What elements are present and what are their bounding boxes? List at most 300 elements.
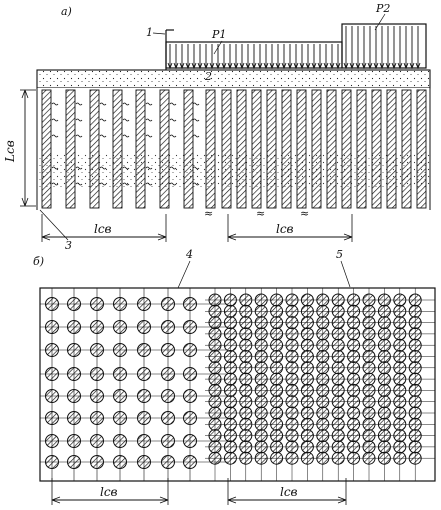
pile-plan — [378, 339, 390, 351]
callout-1: 1 — [146, 26, 153, 39]
pile-plan — [286, 351, 298, 363]
soil-symbol-a: ≈ — [204, 207, 214, 220]
pile-plan — [409, 430, 421, 442]
pile-plan — [363, 396, 375, 408]
pile-section — [282, 90, 291, 208]
pile-plan — [209, 441, 221, 453]
pile-plan — [224, 373, 236, 385]
sand-cushion-layer — [37, 70, 430, 88]
pile-plan — [394, 407, 406, 419]
pile-plan — [332, 328, 344, 340]
pile-section — [222, 90, 231, 208]
pile-plan — [394, 452, 406, 464]
pile-plan — [394, 384, 406, 396]
pile-plan — [409, 441, 421, 453]
pile-plan — [68, 456, 81, 469]
pile-section — [42, 90, 51, 208]
pile-plan — [301, 351, 313, 363]
pile-plan — [184, 412, 197, 425]
pile-plan — [348, 430, 360, 442]
pile-plan — [378, 452, 390, 464]
pile-plan — [286, 328, 298, 340]
callout-2: 2 — [205, 70, 212, 83]
pile-plan — [271, 351, 283, 363]
pile-plan — [394, 362, 406, 374]
pile-plan — [378, 317, 390, 329]
pile-plan — [286, 430, 298, 442]
plan-outline — [40, 288, 435, 481]
pile-plan — [138, 390, 151, 403]
pile-plan — [363, 328, 375, 340]
pile-plan — [332, 294, 344, 306]
pile-plan — [409, 317, 421, 329]
part-b-label: б) — [33, 255, 45, 268]
pile-plan — [224, 351, 236, 363]
pile-plan — [348, 339, 360, 351]
pile-section — [297, 90, 306, 208]
pile-plan — [255, 452, 267, 464]
pile-plan — [184, 390, 197, 403]
pile-plan — [394, 441, 406, 453]
pile-plan — [301, 452, 313, 464]
pile-section — [417, 90, 426, 208]
pile-plan — [332, 305, 344, 317]
pile-plan — [91, 435, 104, 448]
pile-plan — [240, 351, 252, 363]
pile-plan — [301, 328, 313, 340]
pile-plan — [224, 305, 236, 317]
pile-plan — [240, 430, 252, 442]
pile-plan — [46, 298, 59, 311]
pile-plan — [378, 373, 390, 385]
pile-plan — [286, 294, 298, 306]
pile-plan — [317, 294, 329, 306]
pile-plan — [184, 298, 197, 311]
pile-plan — [409, 384, 421, 396]
pile-plan — [255, 430, 267, 442]
pile-plan — [240, 294, 252, 306]
pile-section — [160, 90, 169, 208]
pile-plan — [378, 407, 390, 419]
pile-section — [252, 90, 261, 208]
pile-plan — [317, 452, 329, 464]
pile-plan — [394, 418, 406, 430]
pile-plan — [255, 305, 267, 317]
pile-plan — [332, 317, 344, 329]
pile-plan — [255, 339, 267, 351]
pile-plan — [301, 339, 313, 351]
spacing-label-a-left: lсв — [94, 222, 112, 236]
pile-plan — [209, 373, 221, 385]
pile-plan — [348, 351, 360, 363]
pile-plan — [394, 317, 406, 329]
pile-plan — [317, 339, 329, 351]
pile-plan — [224, 362, 236, 374]
pile-plan — [224, 294, 236, 306]
pile-plan — [46, 344, 59, 357]
pile-plan — [348, 441, 360, 453]
pile-plan — [271, 305, 283, 317]
pile-plan — [255, 373, 267, 385]
pile-plan — [46, 390, 59, 403]
pile-plan — [138, 368, 151, 381]
pile-plan — [224, 328, 236, 340]
pile-length-dimension — [20, 90, 36, 206]
pile-plan — [114, 321, 127, 334]
pile-plan — [409, 452, 421, 464]
pile-section — [206, 90, 215, 208]
pile-plan — [240, 441, 252, 453]
pile-plan — [363, 373, 375, 385]
pile-plan — [286, 407, 298, 419]
pile-plan — [317, 351, 329, 363]
pile-plan — [286, 418, 298, 430]
pile-plan — [255, 441, 267, 453]
pile-plan — [317, 407, 329, 419]
pile-plan — [394, 328, 406, 340]
pile-plan — [332, 396, 344, 408]
pile-plan — [224, 396, 236, 408]
pile-plan — [240, 317, 252, 329]
pile-plan — [46, 412, 59, 425]
pile-plan — [332, 407, 344, 419]
pile-plan — [68, 435, 81, 448]
pile-section — [312, 90, 321, 208]
pile-plan — [286, 305, 298, 317]
pile-plan — [378, 362, 390, 374]
pile-plan — [348, 452, 360, 464]
pile-plan — [184, 456, 197, 469]
pile-plan — [409, 407, 421, 419]
pile-plan — [240, 305, 252, 317]
pile-plan — [363, 441, 375, 453]
pile-plan — [114, 368, 127, 381]
pile-plan — [409, 351, 421, 363]
pile-plan — [209, 430, 221, 442]
pile-plan — [240, 339, 252, 351]
pile-plan — [162, 321, 175, 334]
pile-plan — [363, 452, 375, 464]
pile-plan — [363, 305, 375, 317]
pile-plan — [138, 412, 151, 425]
pile-plan — [394, 294, 406, 306]
pile-plan — [332, 452, 344, 464]
pile-plan — [68, 412, 81, 425]
pile-plan — [114, 344, 127, 357]
pile-plan — [301, 407, 313, 419]
pile-plan — [409, 305, 421, 317]
pile-plan — [348, 373, 360, 385]
pile-plan — [224, 441, 236, 453]
pile-plan — [255, 317, 267, 329]
pile-section — [184, 90, 193, 208]
pile-plan — [162, 298, 175, 311]
pile-plan — [301, 396, 313, 408]
pile-plan — [271, 373, 283, 385]
pile-plan — [286, 384, 298, 396]
pile-plan — [184, 321, 197, 334]
pile-plan — [68, 298, 81, 311]
pile-plan — [271, 430, 283, 442]
pile-plan — [91, 412, 104, 425]
load-p2 — [342, 24, 426, 68]
pile-plan — [209, 305, 221, 317]
pile-plan — [240, 362, 252, 374]
pile-plan — [378, 384, 390, 396]
pile-plan — [184, 435, 197, 448]
pile-plan — [255, 362, 267, 374]
pile-plan — [271, 328, 283, 340]
pile-plan — [138, 435, 151, 448]
pile-plan — [348, 328, 360, 340]
pile-plan — [209, 452, 221, 464]
pile-plan — [240, 452, 252, 464]
pile-plan — [224, 418, 236, 430]
pile-plan — [409, 418, 421, 430]
load-p2-leader — [375, 14, 385, 30]
pile-plan — [409, 294, 421, 306]
pile-plan — [301, 418, 313, 430]
pile-plan — [271, 384, 283, 396]
pile-section — [113, 90, 122, 208]
pile-plan — [271, 339, 283, 351]
pile-section — [136, 90, 145, 208]
pile-plan — [363, 407, 375, 419]
pile-plan — [138, 344, 151, 357]
pile-plan — [224, 452, 236, 464]
pile-plan — [46, 435, 59, 448]
pile-plan — [301, 305, 313, 317]
pile-plan — [46, 368, 59, 381]
pile-plan — [363, 317, 375, 329]
pile-plan — [271, 294, 283, 306]
pile-plan — [271, 362, 283, 374]
pile-section — [372, 90, 381, 208]
pile-plan — [363, 430, 375, 442]
pile-plan — [209, 384, 221, 396]
pile-plan — [91, 456, 104, 469]
spacing-label-a-right: lсв — [276, 222, 294, 236]
pile-plan — [286, 317, 298, 329]
pile-plan — [394, 396, 406, 408]
pile-plan — [317, 396, 329, 408]
pile-plan — [409, 362, 421, 374]
pile-plan — [363, 362, 375, 374]
pile-plan — [363, 351, 375, 363]
pile-plan — [240, 328, 252, 340]
pile-plan — [378, 328, 390, 340]
pile-section — [267, 90, 276, 208]
pile-plan — [138, 298, 151, 311]
pile-plan — [271, 317, 283, 329]
pile-plan — [394, 339, 406, 351]
pile-plan — [409, 396, 421, 408]
pile-plan — [224, 407, 236, 419]
pile-plan — [348, 362, 360, 374]
pile-plan — [363, 294, 375, 306]
pile-plan — [255, 396, 267, 408]
pile-plan — [317, 373, 329, 385]
pile-plan — [209, 317, 221, 329]
pile-plan — [162, 344, 175, 357]
pile-plan — [255, 294, 267, 306]
pile-plan — [286, 452, 298, 464]
pile-plan — [91, 344, 104, 357]
pile-plan — [162, 368, 175, 381]
pile-plan — [317, 317, 329, 329]
pile-plan — [378, 418, 390, 430]
pile-plan — [409, 373, 421, 385]
pile-plan — [209, 418, 221, 430]
pile-length-label: Lсв — [3, 140, 17, 162]
pile-plan — [348, 396, 360, 408]
pile-section — [387, 90, 396, 208]
pile-plan — [162, 390, 175, 403]
pile-section — [90, 90, 99, 208]
pile-plan — [209, 407, 221, 419]
pile-plan — [317, 305, 329, 317]
pile-plan — [317, 328, 329, 340]
pile-plan — [224, 317, 236, 329]
load-p1-label: P1 — [212, 28, 227, 41]
load-p2-label: P2 — [376, 2, 391, 15]
pile-plan — [301, 373, 313, 385]
pile-plan — [332, 430, 344, 442]
pile-plan — [91, 368, 104, 381]
pile-plan — [271, 452, 283, 464]
pile-plan — [240, 407, 252, 419]
pile-plan — [409, 328, 421, 340]
pile-plan — [286, 362, 298, 374]
pile-plan — [317, 362, 329, 374]
load-p1 — [166, 42, 342, 68]
pile-plan — [363, 339, 375, 351]
pile-plan — [114, 298, 127, 311]
callout-5: 5 — [336, 248, 343, 261]
pile-plan — [46, 321, 59, 334]
pile-plan — [363, 418, 375, 430]
pile-plan — [209, 351, 221, 363]
pile-plan — [224, 339, 236, 351]
pile-plan — [348, 384, 360, 396]
pile-plan — [255, 407, 267, 419]
pile-plan — [394, 351, 406, 363]
pile-plan — [271, 396, 283, 408]
pile-plan — [162, 412, 175, 425]
pile-plan — [271, 441, 283, 453]
pile-plan — [91, 321, 104, 334]
pile-plan — [138, 321, 151, 334]
pile-plan — [224, 430, 236, 442]
pile-plan — [114, 390, 127, 403]
pile-plan — [348, 294, 360, 306]
part-a-label: а) — [61, 5, 72, 18]
pile-plan — [348, 407, 360, 419]
pile-plan — [301, 441, 313, 453]
pile-plan — [240, 418, 252, 430]
pile-plan — [317, 441, 329, 453]
pile-section — [327, 90, 336, 208]
pile-plan — [209, 294, 221, 306]
pile-plan — [114, 456, 127, 469]
pile-plan — [286, 396, 298, 408]
pile-plan — [255, 328, 267, 340]
pile-plan — [162, 435, 175, 448]
pile-section — [237, 90, 246, 208]
pile-plan — [378, 396, 390, 408]
pile-plan — [378, 441, 390, 453]
pile-plan — [255, 418, 267, 430]
pile-plan — [286, 373, 298, 385]
pile-plan — [332, 418, 344, 430]
pile-plan — [138, 456, 151, 469]
pile-plan — [394, 430, 406, 442]
pile-plan — [240, 396, 252, 408]
pile-plan — [394, 305, 406, 317]
pile-plan — [240, 373, 252, 385]
pile-section — [342, 90, 351, 208]
callout-3: 3 — [65, 239, 72, 252]
pile-plan — [332, 351, 344, 363]
pile-plan — [348, 317, 360, 329]
pile-plan — [301, 384, 313, 396]
spacing-label-b-left: lсв — [100, 485, 118, 499]
pile-plan — [68, 368, 81, 381]
pile-plan — [224, 384, 236, 396]
pile-plan — [317, 384, 329, 396]
pile-plan — [409, 339, 421, 351]
pile-plan — [240, 384, 252, 396]
pile-plan — [114, 412, 127, 425]
pile-plan — [332, 373, 344, 385]
pile-plan — [363, 384, 375, 396]
pile-section — [357, 90, 366, 208]
pile-plan — [301, 294, 313, 306]
pile-plan — [394, 373, 406, 385]
pile-plan — [317, 430, 329, 442]
pile-plan — [378, 351, 390, 363]
callout-4: 4 — [186, 248, 193, 261]
pile-plan — [68, 344, 81, 357]
pile-plan — [209, 396, 221, 408]
pile-plan — [209, 362, 221, 374]
pile-plan — [332, 339, 344, 351]
soil-symbol-b: ≈ — [256, 207, 266, 220]
pile-plan — [348, 418, 360, 430]
pile-plan — [255, 384, 267, 396]
pile-plan — [91, 298, 104, 311]
pile-plan — [332, 384, 344, 396]
pile-plan — [184, 344, 197, 357]
pile-plan — [46, 456, 59, 469]
soil-symbol-c: ≈ — [300, 207, 310, 220]
pile-plan — [209, 339, 221, 351]
pile-plan — [301, 317, 313, 329]
pile-plan — [332, 362, 344, 374]
pile-plan — [162, 456, 175, 469]
pile-plan — [317, 418, 329, 430]
spacing-label-b-right: lсв — [280, 485, 298, 499]
pile-plan — [271, 418, 283, 430]
pile-plan — [271, 407, 283, 419]
pile-plan — [255, 351, 267, 363]
pile-plan — [184, 368, 197, 381]
pile-plan — [348, 305, 360, 317]
pile-plan — [209, 328, 221, 340]
pile-plan — [68, 390, 81, 403]
pile-plan — [378, 294, 390, 306]
pile-plan — [91, 390, 104, 403]
